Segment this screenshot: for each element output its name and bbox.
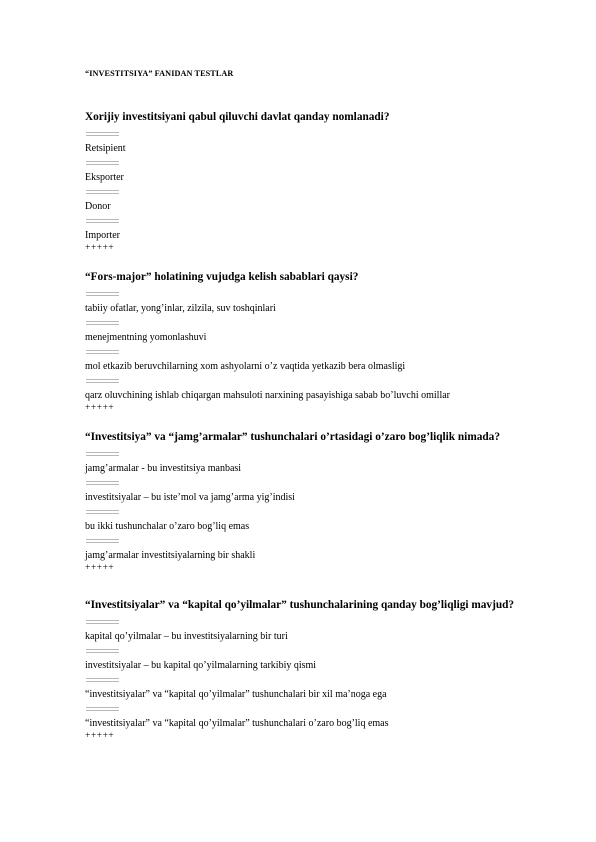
option-separator (85, 156, 565, 171)
option-separator (85, 127, 565, 142)
option-separator (85, 644, 565, 659)
option-separator (85, 287, 565, 302)
option-separator (85, 374, 565, 389)
option: jamg’armalar - bu investitsiya manbasi (85, 463, 242, 474)
option-separator (85, 673, 565, 688)
question-text: “Investitsiyalar” va “kapital qo’yilmalar” tushunchalarining qanday bog’liqligi mavjud? (85, 599, 515, 611)
option: investitsiyalar – bu iste’mol va jamg’arma yig’indisi (85, 492, 295, 503)
document-title: “INVESTITSIYA” FANIDAN TESTLAR (85, 69, 234, 78)
option-separator (85, 476, 565, 491)
question-block-4 (85, 598, 565, 742)
option-separator (85, 214, 565, 229)
end-marker: +++++ (85, 563, 115, 573)
option-separator (85, 534, 565, 549)
option: “investitsiyalar” va “kapital qo’yilmalar” tushunchalari o’zaro bog’liq emas (85, 718, 389, 729)
option: bu ikki tushunchalar o’zaro bog’liq emas (85, 521, 250, 532)
option-separator (85, 447, 565, 462)
end-marker: +++++ (85, 731, 115, 741)
option: kapital qo’yilmalar – bu investitsiyalarning bir turi (85, 631, 288, 642)
option: Retsipient (85, 143, 126, 154)
end-marker: +++++ (85, 243, 115, 253)
option: “investitsiyalar” va “kapital qo’yilmalar” tushunchalari bir xil ma’noga ega (85, 689, 387, 700)
question-text: “Fors-major” holatining vujudga kelish sabablari qaysi? (85, 271, 359, 283)
option-separator (85, 316, 565, 331)
option: investitsiyalar – bu kapital qo’yilmalarning tarkibiy qismi (85, 660, 317, 671)
option-separator (85, 702, 565, 717)
option-separator (85, 505, 565, 520)
option-separator (85, 345, 565, 360)
option: Donor (85, 201, 111, 212)
end-marker: +++++ (85, 403, 115, 413)
option: mol etkazib beruvchilarning xom ashyolarni o’z vaqtida yetkazib bera olmasligi (85, 361, 406, 372)
question-text: Xorijiy investitsiyani qabul qiluvchi davlat qanday nomlanadi? (85, 111, 390, 123)
option: tabiiy ofatlar, yong’inlar, zilzila, suv toshqinlari (85, 303, 276, 314)
question-block-2 (85, 270, 565, 414)
option: Importer (85, 230, 120, 241)
option-separator (85, 615, 565, 630)
option: jamg’armalar investitsiyalarning bir shakli (85, 550, 256, 561)
question-block-1 (85, 110, 565, 254)
question-text: “Investitsiya” va “jamg’armalar” tushunchalari o’rtasidagi o’zaro bog’liqlik nimada? (85, 431, 500, 443)
question-block-3 (85, 430, 565, 574)
option: menejmentning yomonlashuvi (85, 332, 207, 343)
option: Eksporter (85, 172, 124, 183)
option-separator (85, 185, 565, 200)
option: qarz oluvchining ishlab chiqargan mahsuloti narxining pasayishiga sabab bo’luvchi omillar (85, 390, 451, 401)
